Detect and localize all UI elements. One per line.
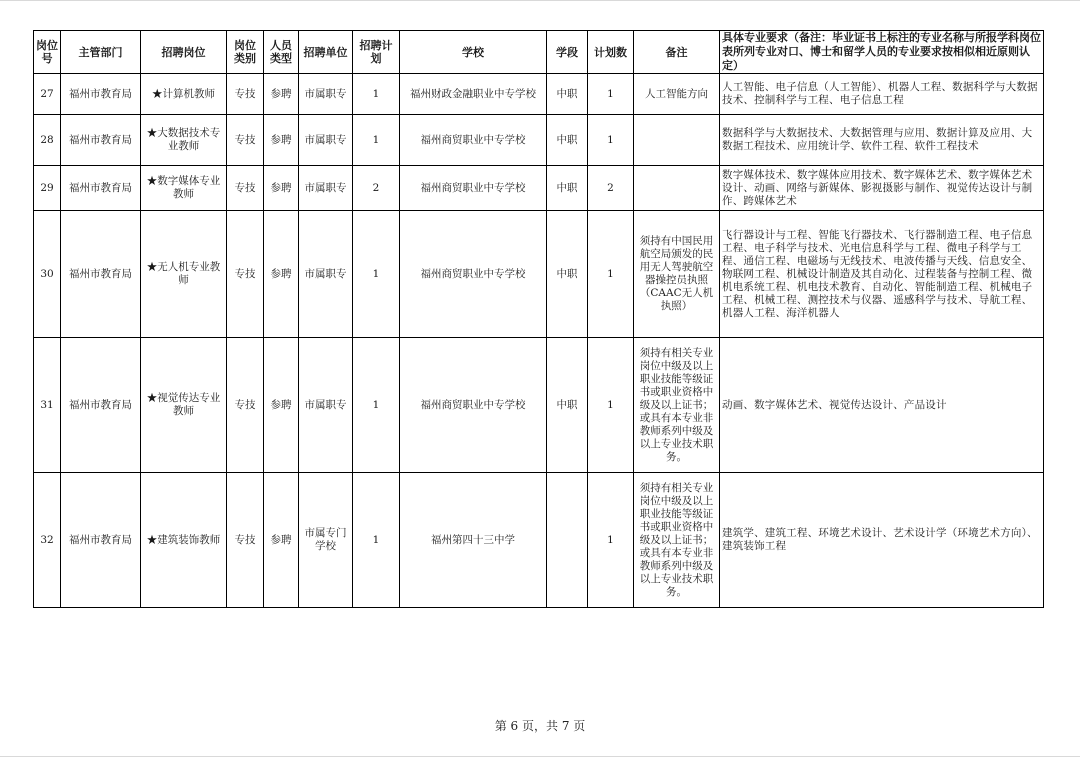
cell-id: 31 — [34, 338, 61, 473]
cell-staff-type: 参聘 — [264, 115, 299, 166]
table-row — [34, 74, 1044, 115]
cell-stage: 中职 — [547, 115, 588, 166]
cell-category: 专技 — [227, 115, 264, 166]
header-count: 计划数 — [588, 31, 634, 74]
cell-category: 专技 — [227, 211, 264, 338]
header-dept: 主管部门 — [61, 31, 141, 74]
cell-category: 专技 — [227, 473, 264, 608]
header-row — [34, 31, 1044, 74]
cell-unit: 市属职专 — [299, 211, 353, 338]
cell-dept: 福州市教育局 — [61, 473, 141, 608]
cell-note: 须持有中国民用航空局颁发的民用无人驾驶航空器操控员执照（CAAC无人机执照） — [634, 211, 720, 338]
header-school: 学校 — [400, 31, 547, 74]
cell-plan: 1 — [353, 338, 400, 473]
cell-dept: 福州市教育局 — [61, 166, 141, 211]
cell-id: 28 — [34, 115, 61, 166]
cell-staff-type: 参聘 — [264, 473, 299, 608]
cell-count: 1 — [588, 74, 634, 115]
cell-note — [634, 166, 720, 211]
cell-unit: 市属职专 — [299, 115, 353, 166]
cell-requirements: 人工智能、电子信息（人工智能）、机器人工程、数据科学与大数据技术、控制科学与工程、电子信息工程 — [720, 74, 1044, 115]
cell-plan: 1 — [353, 473, 400, 608]
cell-plan: 2 — [353, 166, 400, 211]
header-plan: 招聘计划 — [353, 31, 400, 74]
cell-school: 福州财政金融职业中专学校 — [400, 74, 547, 115]
cell-staff-type: 参聘 — [264, 211, 299, 338]
cell-school: 福州商贸职业中专学校 — [400, 115, 547, 166]
cell-position: ★大数据技术专业教师 — [141, 115, 227, 166]
cell-position: ★数字媒体专业教师 — [141, 166, 227, 211]
cell-requirements: 数据科学与大数据技术、大数据管理与应用、数据计算及应用、大数据工程技术、应用统计学、软件工程、软件工程技术 — [720, 115, 1044, 166]
cell-stage — [547, 473, 588, 608]
cell-dept: 福州市教育局 — [61, 338, 141, 473]
cell-staff-type: 参聘 — [264, 338, 299, 473]
cell-id: 29 — [34, 166, 61, 211]
cell-note: 须持有相关专业岗位中级及以上职业技能等级证书或职业资格中级及以上证书；或具有本专业非教师系列中级及以上专业技术职务。 — [634, 338, 720, 473]
cell-count: 1 — [588, 211, 634, 338]
cell-position: ★无人机专业教师 — [141, 211, 227, 338]
table-row — [34, 166, 1044, 211]
cell-school: 福州商贸职业中专学校 — [400, 166, 547, 211]
cell-count: 1 — [588, 115, 634, 166]
cell-note: 人工智能方向 — [634, 74, 720, 115]
cell-note — [634, 115, 720, 166]
cell-plan: 1 — [353, 211, 400, 338]
cell-requirements: 数字媒体技术、数字媒体应用技术、数字媒体艺术、数字媒体艺术设计、动画、网络与新媒体、影视摄影与制作、视觉传达设计与制作、跨媒体艺术 — [720, 166, 1044, 211]
page-top-border — [0, 0, 1080, 1]
cell-position: ★建筑装饰教师 — [141, 473, 227, 608]
cell-count: 1 — [588, 338, 634, 473]
header-category: 岗位类别 — [227, 31, 264, 74]
cell-staff-type: 参聘 — [264, 166, 299, 211]
header-staff-type: 人员类型 — [264, 31, 299, 74]
header-note: 备注 — [634, 31, 720, 74]
table-row — [34, 473, 1044, 608]
cell-requirements: 建筑学、建筑工程、环境艺术设计、艺术设计学（环境艺术方向）、建筑装饰工程 — [720, 473, 1044, 608]
cell-unit: 市属职专 — [299, 338, 353, 473]
table-row — [34, 338, 1044, 473]
cell-note: 须持有相关专业岗位中级及以上职业技能等级证书或职业资格中级及以上证书；或具有本专业非教师系列中级及以上专业技术职务。 — [634, 473, 720, 608]
cell-plan: 1 — [353, 115, 400, 166]
cell-dept: 福州市教育局 — [61, 211, 141, 338]
cell-dept: 福州市教育局 — [61, 115, 141, 166]
cell-stage: 中职 — [547, 211, 588, 338]
cell-id: 32 — [34, 473, 61, 608]
table-row — [34, 211, 1044, 338]
cell-id: 27 — [34, 74, 61, 115]
cell-stage: 中职 — [547, 74, 588, 115]
header-id: 岗位号 — [34, 31, 61, 74]
cell-dept: 福州市教育局 — [61, 74, 141, 115]
cell-unit: 市属职专 — [299, 74, 353, 115]
cell-school: 福州第四十三中学 — [400, 473, 547, 608]
cell-plan: 1 — [353, 74, 400, 115]
cell-category: 专技 — [227, 74, 264, 115]
cell-stage: 中职 — [547, 166, 588, 211]
header-position: 招聘岗位 — [141, 31, 227, 74]
header-requirements: 具体专业要求（备注：毕业证书上标注的专业名称与所报学科岗位表所列专业对口、博士和留学人员的专业要求按相似相近原则认定） — [720, 31, 1044, 74]
cell-requirements: 飞行器设计与工程、智能飞行器技术、飞行器制造工程、电子信息工程、电子科学与技术、光电信息科学与工程、微电子科学与工程、通信工程、电磁场与无线技术、电波传播与天线、信息安全、物联网工程、机械设计制造及其自动化、过程装备与控制工程、微机电系统工程、机电技术教育、自动化、智能制造工程、机械电子工程、机械工程、测控技术与仪器、遥感科学与技术、导航工程、机器人工程、海洋机器人 — [720, 211, 1044, 338]
cell-staff-type: 参聘 — [264, 74, 299, 115]
cell-category: 专技 — [227, 338, 264, 473]
cell-position: ★计算机教师 — [141, 74, 227, 115]
cell-school: 福州商贸职业中专学校 — [400, 338, 547, 473]
header-stage: 学段 — [547, 31, 588, 74]
cell-id: 30 — [34, 211, 61, 338]
page-footer: 第 6 页，共 7 页 — [494, 719, 586, 733]
cell-count: 2 — [588, 166, 634, 211]
cell-category: 专技 — [227, 166, 264, 211]
cell-school: 福州商贸职业中专学校 — [400, 211, 547, 338]
recruitment-table — [33, 30, 1044, 608]
table-row — [34, 115, 1044, 166]
cell-position: ★视觉传达专业教师 — [141, 338, 227, 473]
cell-unit: 市属专门学校 — [299, 473, 353, 608]
header-unit: 招聘单位 — [299, 31, 353, 74]
cell-count: 1 — [588, 473, 634, 608]
cell-stage: 中职 — [547, 338, 588, 473]
cell-unit: 市属职专 — [299, 166, 353, 211]
cell-requirements: 动画、数字媒体艺术、视觉传达设计、产品设计 — [720, 338, 1044, 473]
